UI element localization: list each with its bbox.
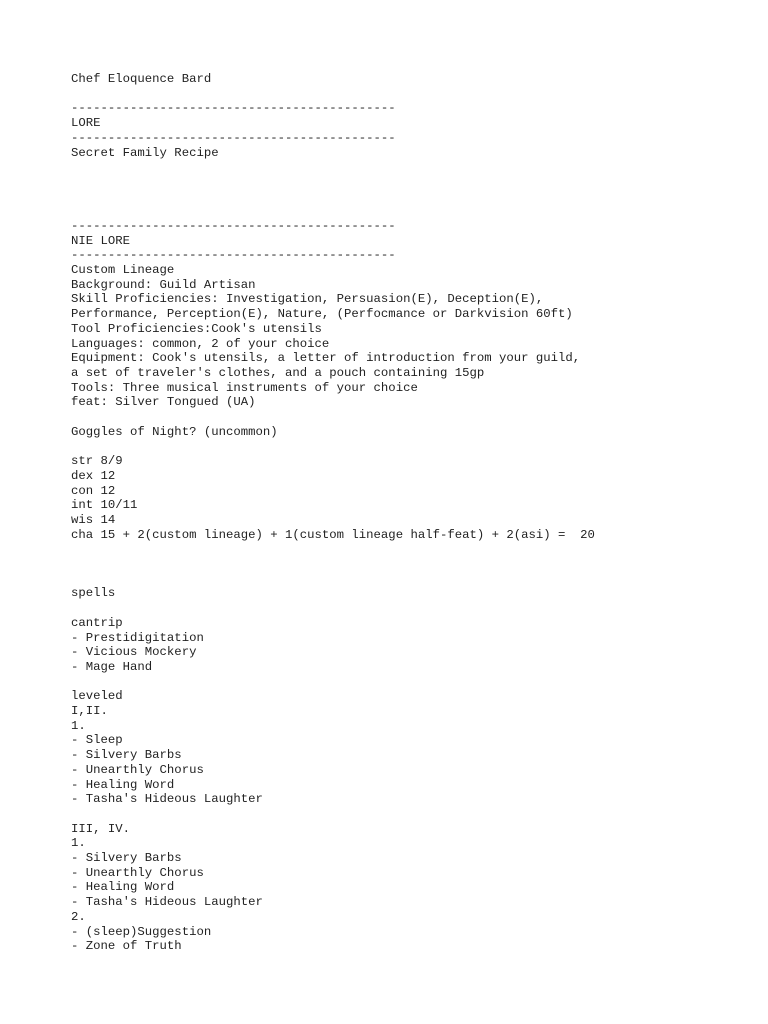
text-line: wis 14 [71, 512, 116, 527]
blank-line [71, 572, 751, 587]
text-line: Tools: Three musical instruments of your choice [71, 380, 418, 395]
blank-line [71, 542, 751, 557]
text-line: cha 15 + 2(custom lineage) + 1(custom lineage half-feat) + 2(asi) = 20 [71, 527, 595, 542]
text-line: leveled [71, 689, 123, 704]
text-line: 2. [71, 909, 86, 924]
list-item: - Unearthly Chorus [71, 762, 204, 777]
text-line: Custom Lineage [71, 263, 175, 278]
list-item: - Mage Hand [71, 659, 153, 674]
list-item: - Vicious Mockery [71, 645, 197, 660]
text-line: Secret Family Recipe [71, 145, 219, 160]
text-line: NIE LORE [71, 233, 131, 248]
list-item: - Tasha's Hideous Laughter [71, 895, 263, 910]
blank-line [71, 601, 751, 616]
list-item: - Tasha's Hideous Laughter [71, 792, 263, 807]
document-page [71, 72, 751, 954]
list-item: - (sleep)Suggestion [71, 924, 212, 939]
text-line: con 12 [71, 483, 116, 498]
text-line: III, IV. [71, 821, 131, 836]
list-item: - Zone of Truth [71, 939, 182, 954]
blank-line [71, 160, 751, 175]
blank-line [71, 675, 751, 690]
blank-line [71, 87, 751, 102]
text-line: spells [71, 586, 116, 601]
text-line: Performance, Perception(E), Nature, (Perfocmance or Darkvision 60ft) [71, 307, 573, 322]
text-line: 1. [71, 718, 86, 733]
list-item: - Silvery Barbs [71, 748, 182, 763]
divider-line: -------------------------------------------- [71, 101, 396, 116]
list-item: - Healing Word [71, 880, 175, 895]
blank-line [71, 175, 751, 190]
divider-line: -------------------------------------------- [71, 248, 396, 263]
blank-line [71, 807, 751, 822]
document-title: Chef Eloquence Bard [71, 72, 212, 86]
text-line: I,II. [71, 704, 108, 719]
list-item: - Healing Word [71, 777, 175, 792]
list-item: - Silvery Barbs [71, 851, 182, 866]
text-line: LORE [71, 116, 101, 131]
blank-line [71, 190, 751, 205]
text-line: a set of traveler's clothes, and a pouch containing 15gp [71, 365, 485, 380]
text-line: int 10/11 [71, 498, 138, 513]
list-item: - Unearthly Chorus [71, 865, 204, 880]
text-line: cantrip [71, 615, 123, 630]
text-line: str 8/9 [71, 454, 123, 469]
list-item: - Prestidigitation [71, 630, 204, 645]
text-line: 1. [71, 836, 86, 851]
text-line: Languages: common, 2 of your choice [71, 336, 330, 351]
blank-line [71, 557, 751, 572]
list-item: - Sleep [71, 733, 123, 748]
text-line: dex 12 [71, 468, 116, 483]
text-line: Tool Proficiencies:Cook's utensils [71, 321, 322, 336]
blank-line [71, 204, 751, 219]
blank-line [71, 439, 751, 454]
blank-line [71, 410, 751, 425]
text-line: Skill Proficiencies: Investigation, Persuasion(E), Deception(E), [71, 292, 544, 307]
divider-line: -------------------------------------------- [71, 218, 396, 233]
text-line: Background: Guild Artisan [71, 277, 256, 292]
text-line: feat: Silver Tongued (UA) [71, 395, 256, 410]
text-line: Equipment: Cook's utensils, a letter of introduction from your guild, [71, 351, 581, 366]
divider-line: -------------------------------------------- [71, 130, 396, 145]
text-line: Goggles of Night? (uncommon) [71, 424, 278, 439]
